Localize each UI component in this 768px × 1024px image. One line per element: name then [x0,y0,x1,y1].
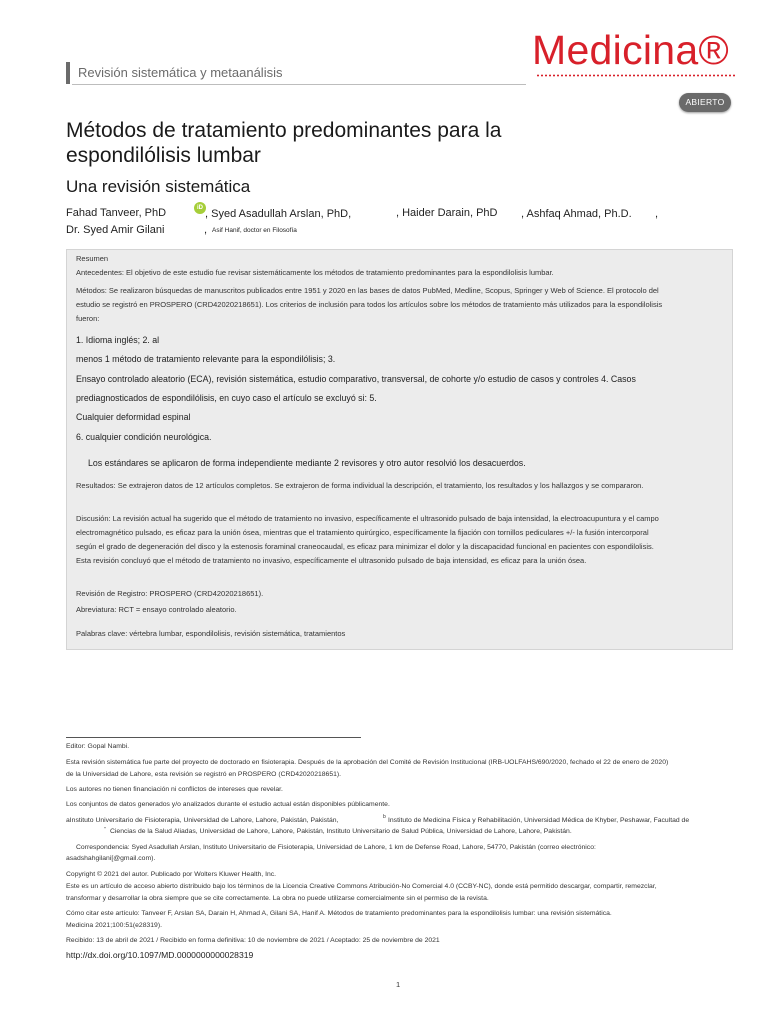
journal-logo: Medicina® [532,27,729,73]
affiliation-c-marker: " [104,827,106,833]
footnote-citation [66,908,612,932]
footnote-affiliation-b: Instituto de Medicina Física y Rehabilitación, Universidad Médica de Khyber, Peshawar, Facultad de [388,817,690,824]
author-tanveer[interactable]: Fahad Tanveer, PhD [66,207,167,219]
section-label: Revisión sistemática y metaanálisis [66,62,282,84]
methods-line: fueron: [76,314,100,323]
footnote-datasets: Los conjuntos de datos generados y/o analizados durante el estudio actual están disponibles públicamente. [66,801,390,808]
author-darain[interactable]: , Haider Darain, PhD [396,207,498,219]
article-subtitle: Una revisión sistemática [66,177,251,196]
author-gilani[interactable]: Dr. Syed Amir Gilani [66,224,165,236]
discussion-line: según el grado de degeneración del disco y la estenosis foraminal craneocaudal, es eficaz para minimizar el dolor y la discapacidad funcional en pacientes con espondilolisis. [76,542,654,551]
criterion-5: Cualquier deformidad espinal [76,412,191,422]
orcid-icon[interactable]: iD [194,202,206,214]
footnote-line: Medicina 2021;100:51(e28319). [66,922,162,929]
criterion-4: prediagnosticados de espondilólisis, en cuyo caso el artículo se excluyó si: 5. [76,393,377,403]
abstract-keywords: Palabras clave: vértebra lumbar, espondilolisis, revisión sistemática, tratamientos [76,629,346,638]
discussion-line: electromagnético pulsado, es eficaz para la unión ósea, mientras que el tratamiento quirúrgico, específicamente la fijación con tornillos pediculares +/- la fusión intercorporal [76,528,649,537]
footnote-license [66,881,657,905]
abstract-background: Antecedentes: El objetivo de este estudio fue revisar sistemáticamente los métodos de tratamiento predominantes para la espondilolisis lumbar. [76,268,554,277]
footnote-line: de la Universidad de Lahore, esta revisión se registró en PROSPERO (CRD42020218651). [66,771,342,778]
footnote-affiliation-c: Ciencias de la Salud Aliadas, Universidad de Lahore, Lahore, Pakistán, Instituto Universitario de Salud Pública, Universidad de Lahore, Lahore, Pakistán. [110,828,572,835]
footnote-dates: Recibido: 13 de abril de 2021 / Recibido en forma definitiva: 10 de noviembre de 2021 / Aceptado: 25 de noviembre de 2021 [66,937,440,944]
abstract-registration: Revisión de Registro: PROSPERO (CRD42020218651). [76,589,264,598]
article-title [66,118,626,168]
criterion-1: 1. Idioma inglés; 2. al [76,335,160,345]
footnote-copyright: Copyright © 2021 del autor. Publicado por Wolters Kluwer Health, Inc. [66,871,277,878]
criterion-3: Ensayo controlado aleatorio (ECA), revisión sistemática, estudio comparativo, transversal, de cohorte y/o estudio de casos y controles 4. Casos [76,374,636,384]
discussion-line: Discusión: La revisión actual ha sugerido que el método de tratamiento no invasivo, específicamente el ultrasonido pulsado de baja intensidad, la electroacupuntura y el campo [76,514,659,523]
abstract-methods [76,284,728,326]
doi-link[interactable]: http://dx.doi.org/10.1097/MD.0000000000028319 [66,950,254,960]
abstract-abbreviation: Abreviatura: RCT = ensayo controlado aleatorio. [76,605,237,614]
affiliation-b-marker: b [383,814,386,820]
correspondence-email[interactable]: asadshahgilani[@gmail.com). [66,855,156,862]
logo-dotted-underline [536,74,736,77]
footnote-line: Correspondencia: Syed Asadullah Arslan, Instituto Universitario de Fisioterapia, Universidad de Lahore, 1 km de Defense Road, Lahore, 54770, Pakistán (correo electrónico: [76,844,596,851]
page-number: 1 [396,980,401,989]
footnote-funding: Los autores no tienen financiación ni conflictos de intereses que revelar. [66,786,283,793]
author-hanif[interactable]: Asif Hanif, doctor en Filosofía [212,227,297,234]
abstract-heading: Resumen [76,254,109,263]
footnote-line: Este es un artículo de acceso abierto distribuido bajo los términos de la Licencia Creative Commons Atribución-No Comercial 4.0 (CCBY-NC), donde está permitido descargar, compartir, remezclar, [66,883,657,890]
methods-line: Métodos: Se realizaron búsquedas de manuscritos publicados entre 1951 y 2020 en las bases de datos PubMed, Medline, Scopus, Springer y Web of Science. El protocolo del [76,286,659,295]
author-separator: , [655,208,659,220]
discussion-line: Esta revisión concluyó que el método de tratamiento no invasivo, específicamente el ultrasonido pulsado de baja intensidad, es eficaz para la unión ósea. [76,556,587,565]
footnote-line: Esta revisión sistemática fue parte del proyecto de doctorado en fisioterapia. Después de la aprobación del Comité de Revisión Institucional (IRB-UOLFAHS/690/2020, fechado el 22 de enero de 2020) [66,759,669,766]
methods-line: estudio se registró en PROSPERO (CRD42020218651). Los criterios de inclusión para todos los artículos sobre los métodos de tratamiento más utilizados para la espondilolisis [76,300,663,309]
abstract-standards: Los estándares se aplicaron de forma independiente mediante 2 revisores y otro autor resolvió los desacuerdos. [88,458,526,468]
title-line-1: Métodos de tratamiento predominantes para la [66,119,502,142]
author-separator: , [204,224,208,236]
footnote-affiliation-a: aInstituto Universitario de Fisioterapia, Universidad de Lahore, Lahore, Pakistán, Pakistán, [66,817,339,824]
abstract-results: Resultados: Se extrajeron datos de 12 artículos completos. Se extrajeron de forma individual la descripción, el tratamiento, los resultados y los hallazgos y se compararon. [76,481,644,490]
footnote-editor: Editor: Gopal Nambi. [66,743,130,750]
header-rule [72,84,526,85]
footnote-project [66,757,668,781]
open-access-badge: ABIERTO [679,93,731,112]
criterion-6: 6. cualquier condición neurológica. [76,432,212,442]
abstract-discussion [76,512,728,568]
footnote-line: transformar y desarrollar la obra siempre que se cite correctamente. La obra no puede utilizarse comercialmente sin el permiso de la revista. [66,895,489,902]
author-ahmad[interactable]: , Ashfaq Ahmad, Ph.D. [521,208,632,220]
criterion-2: menos 1 método de tratamiento relevante para la espondilólisis; 3. [76,354,336,364]
footnote-rule [66,737,361,738]
title-line-2: espondilólisis lumbar [66,144,261,167]
footnote-line: Cómo citar este artículo: Tanveer F, Arslan SA, Darain H, Ahmad A, Gilani SA, Hanif A. Métodos de tratamiento predominantes para la espondilolisis lumbar: una revisión sistemática. [66,910,612,917]
author-arslan[interactable]: , Syed Asadullah Arslan, PhD, [205,208,352,220]
